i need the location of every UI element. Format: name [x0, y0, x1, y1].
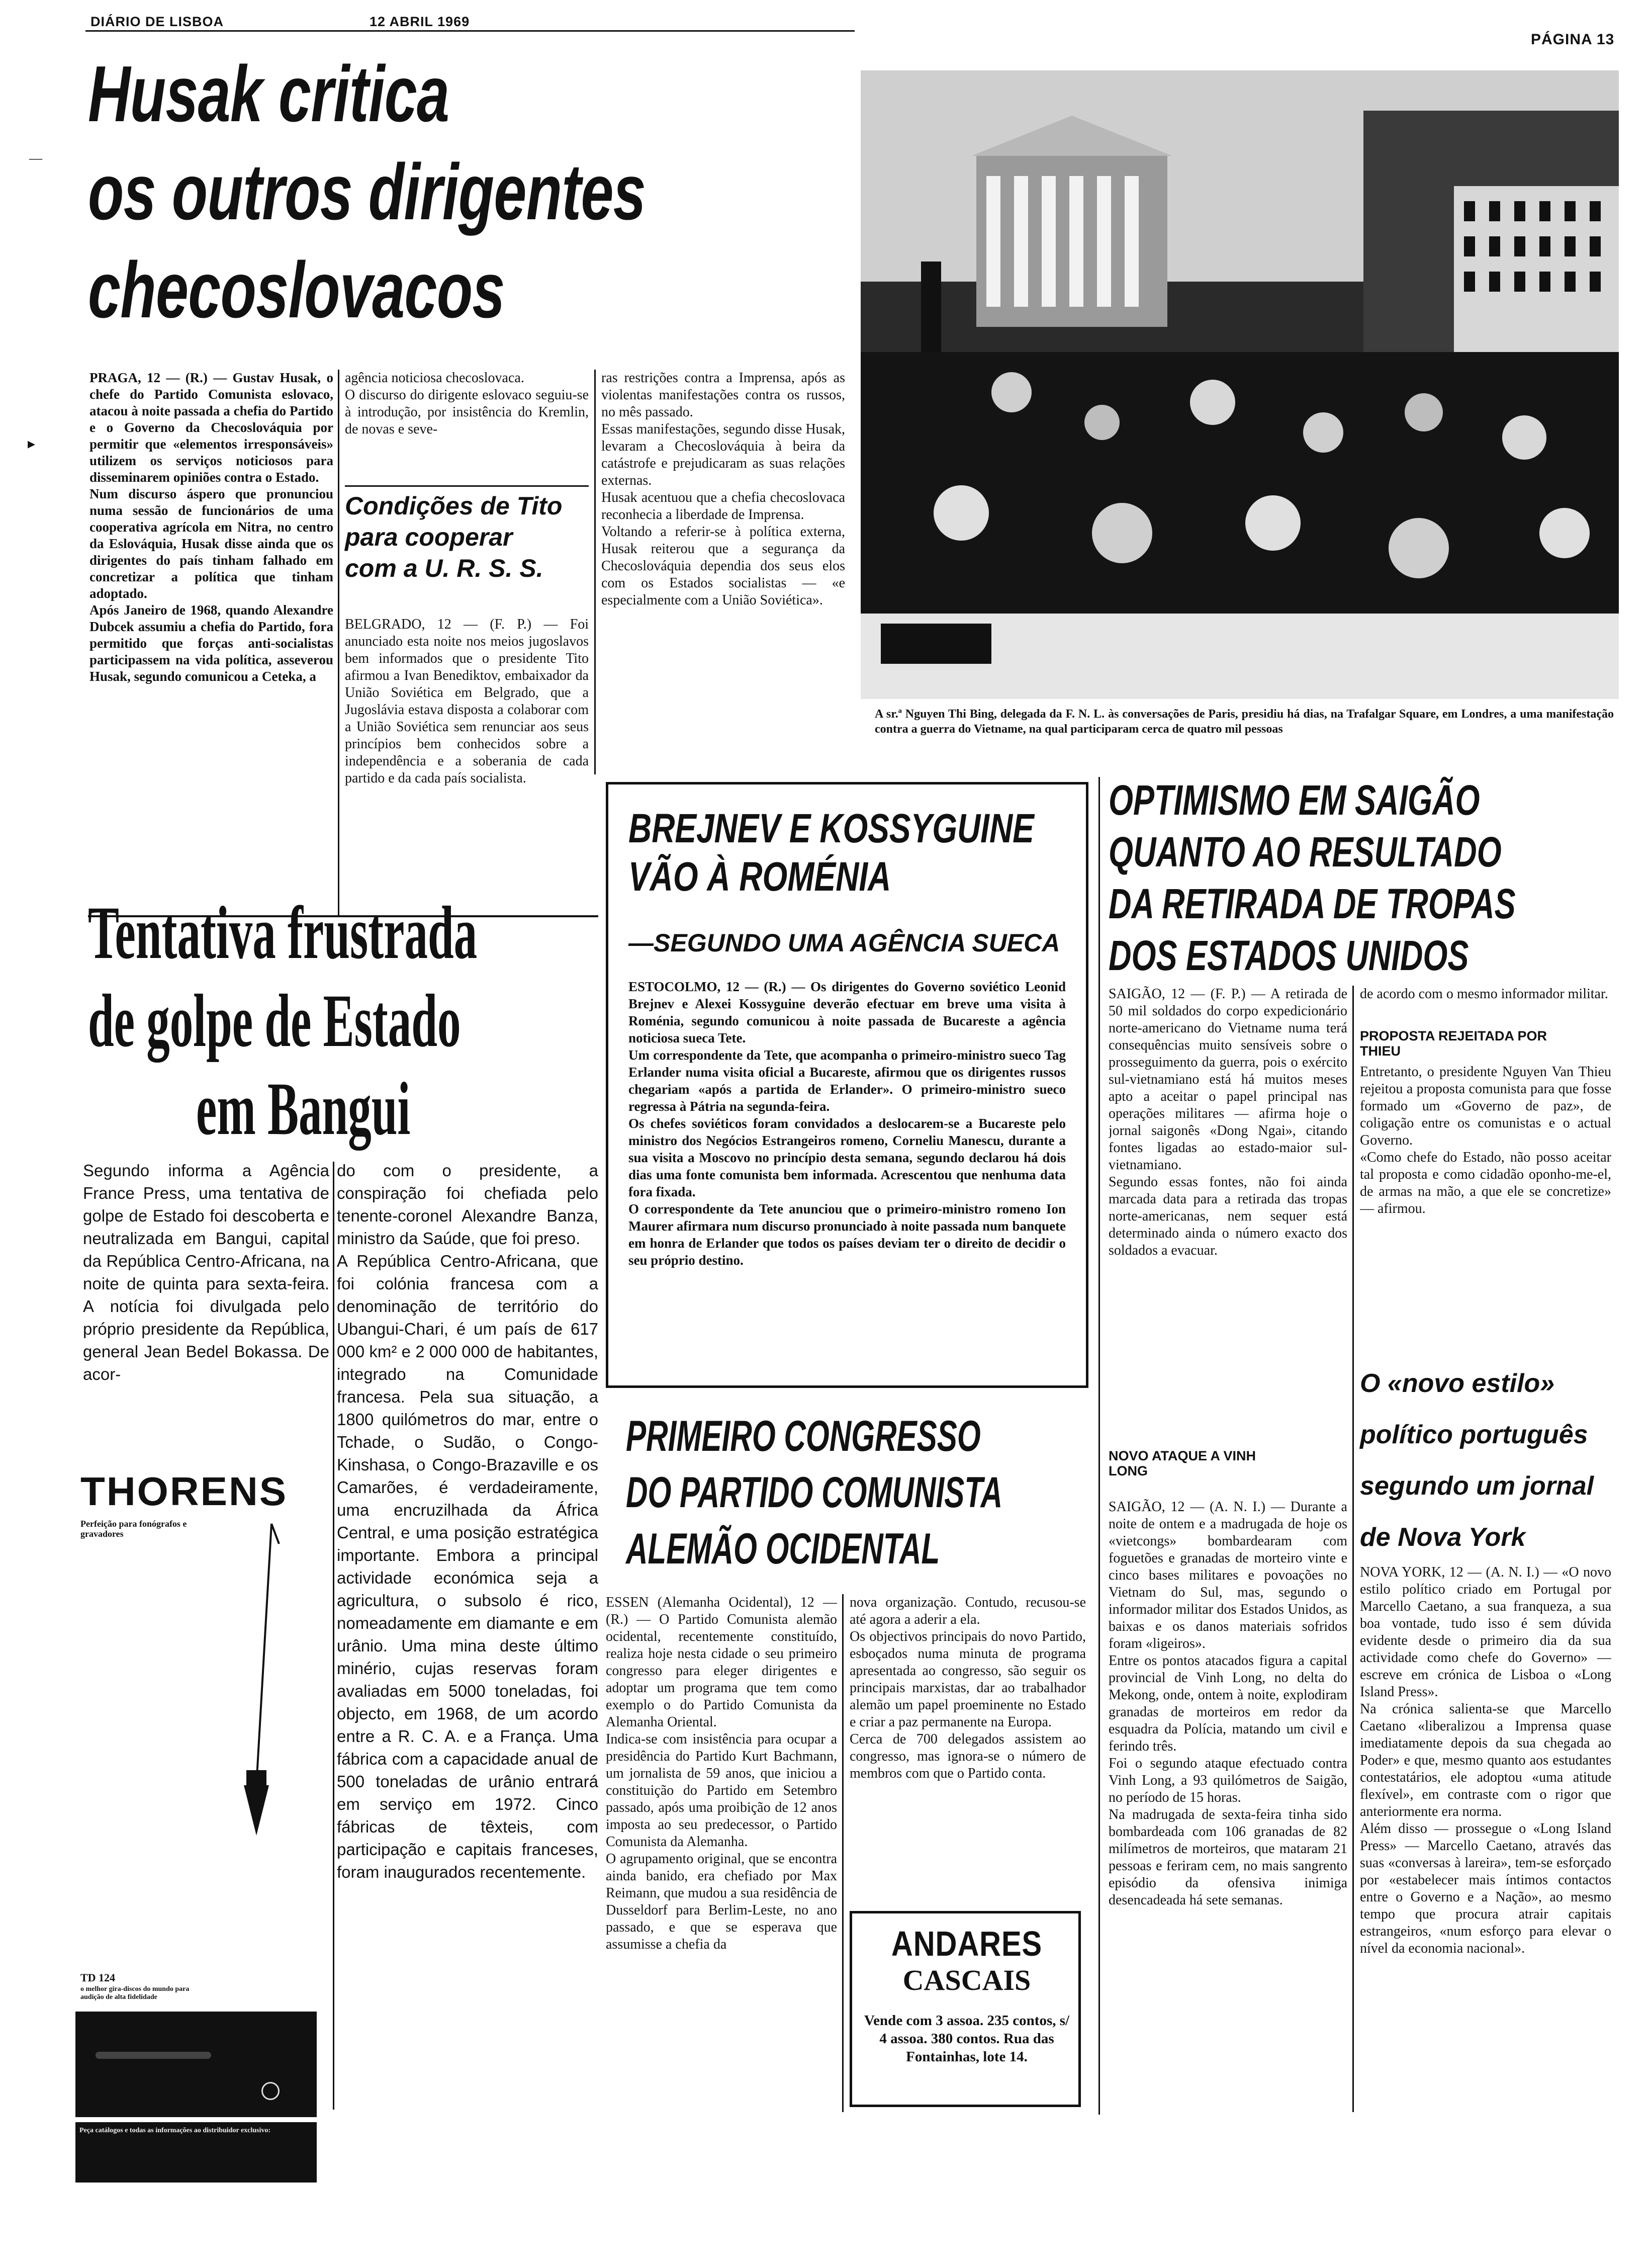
photo-caption — [875, 707, 1614, 737]
article-text: SAIGÃO, 12 — (A. N. I.) — Durante a noite de ontem e a madrugada de hoje os «vietcongs» bombardearam com foguetões e granadas de morteiro vinte e cinco bases militares e povoações no Vietnam do Sul, mas, segundo o informador militar dos Estados Unidos, as baixas e os danos materiais sofridos foram «ligeiros». Entre os pontos atacados figura a capital provincial de Vinh Long, no delta do Mekong, onde, ontem à noite, explodiram granadas de morteiros em redor da esquadra da Polícia, matando um civil e ferindo três. Foi o segundo ataque efectuado contra Vinh Long, a 93 quilómetros de Saigão, no período de 15 horas. Na madrugada de sexta-feira tinha sido bombardeada com 106 granadas de 82 milímetros de morteiros, que mataram 21 pessoas e feriram cem, no mais sangrento episódio da ofensiva inimiga desencadeada há sete semanas. — [1109, 1499, 1347, 1908]
saigao-column-1 — [1109, 986, 1347, 1451]
husak-column-2 — [345, 370, 589, 478]
thorens-tagline: Perfeição para fonógrafos e gravadores — [80, 1519, 187, 1539]
headline-line: Husak critica — [88, 50, 449, 138]
saigao-column-2 — [1360, 986, 1611, 1003]
page-number: PÁGINA 13 — [1531, 31, 1615, 48]
congresso-title-line: ALEMÃO OCIDENTAL — [626, 1525, 940, 1573]
husak-column-1 — [89, 370, 333, 913]
sub-heading-text: NOVO ATAQUE A VINH LONG — [1109, 1448, 1256, 1478]
thorens-model-text: o melhor gira-discos do mundo para audição de alta fidelidade — [80, 1985, 190, 2001]
saigao-title-line: QUANTO AO RESULTADO — [1109, 828, 1502, 876]
thorens-model: TD 124 — [80, 1971, 116, 1984]
tito-title-line: para cooperar — [345, 523, 513, 551]
bangui-column-1 — [83, 1159, 329, 1451]
article-text: nova organização. Contudo, recusou-se até agora a aderir a ela. Os objectivos principais do novo Partido, esboçados numa minuta de programa apresentada ao congresso, são seguir os principais marxistas, dar ao trabalhador alemão um papel proeminente no Estado e criar a paz permanente na Europa. Cerca de 700 delegados assistem ao congresso, mas ignora-se o número de membros com que o Partido conta. — [850, 1595, 1086, 1781]
estilo-body — [1360, 1564, 1611, 2115]
saigao-title-line: DA RETIRADA DE TROPAS — [1109, 880, 1516, 927]
article-text: de acordo com o mesmo informador militar. — [1360, 986, 1608, 1002]
brejnev-box — [606, 782, 1088, 1388]
brejnev-title-line: VÃO À ROMÉNIA — [628, 854, 891, 900]
headline-line: Tentativa frustrada — [88, 891, 478, 975]
congresso-column-1 — [606, 1594, 837, 2112]
saigao-title-line: DOS ESTADOS UNIDOS — [1109, 932, 1469, 979]
saigao-column-2b — [1360, 1064, 1611, 1350]
headline-line: checoslovacos — [88, 246, 505, 334]
caption-text: A sr.ª Nguyen Thi Bing, delegada da F. N. L. às conversações de Paris, presidiu há dias, na Trafalgar Square, em Londres, a uma manifestação contra a guerra do Vietname, na qual participaram cerca de quatro mil pessoas — [875, 708, 1614, 736]
thorens-footer: Peça catálogos e todas as informações ao distribuidor exclusivo: — [75, 2122, 317, 2183]
andares-subtitle: CASCAIS — [902, 1964, 1031, 1996]
article-text: Entretanto, o presidente Nguyen Van Thieu rejeitou a proposta comunista para que fosse formado um «Governo de paz», de coligação entre os comunistas e o actual Governo. «Como chefe do Estado, não posso aceitar tal proposta e como cidadão oponho-me-el, de armas na mão, a que ele se concretize» — afirmou. — [1360, 1064, 1611, 1216]
tito-title-line: com a U. R. S. S. — [345, 554, 543, 582]
congresso-title — [626, 1408, 1109, 1577]
brejnev-subtitle — [628, 928, 1071, 958]
turntable-photo — [75, 2012, 317, 2117]
congresso-title-line: DO PARTIDO COMUNISTA — [626, 1468, 1003, 1517]
tito-body — [345, 616, 589, 913]
article-text: ESTOCOLMO, 12 — (R.) — Os dirigentes do Governo soviético Leonid Brejnev e Alexei Kossyguine deverão efectuar em breve uma visita à Roménia, segundo comunicou à noite passada de Bucareste a agência noticiosa sueca Tete. Um correspondente da Tete, que acompanha o primeiro-ministro sueco Tag Erlander numa visita oficial a Bucareste, afirmou que os dirigentes russos chegariam «após a partida de Erlander». O primeiro-ministro sueco regressa à Pátria na segunda-feira. Os chefes soviéticos foram convidados a deslocarem-se a Bucareste pelo ministro dos Negócios Estrangeiros romeno, Corneliu Manescu, durante a sua visita a Moscovo no princípio desta semana, segundo declarou há dois dias uma fonte comunista bem informada. Acrescentou que nenhuma data fora fixada. O correspondente da Tete anunciou que o primeiro-ministro romeno Ion Maurer afirmara num discurso pronunciado à noite passada num banquete em honra de Erlander que todos os países deviam ter o direito de decidir o seu próprio destino. — [628, 979, 1066, 1268]
paper-name: DIÁRIO DE LISBOA — [90, 14, 224, 29]
andares-body: Vende com 3 assoa. 235 contos, s/ 4 assoa. 380 contos. Rua das Fontainhas, lote 14. — [864, 2013, 1070, 2065]
article-text: NOVA YORK, 12 — (A. N. I.) — «O novo estilo político criado em Portugal por Marcello Caetano, a sua franqueza, a sua boa vontade, tudo isso é sem dúvida evidente desde o primeiro dia da sua actividade como chefe do Governo» — escreve em crónica de Lisboa o «Long Island Press». Na crónica salienta-se que Marcello Caetano «liberalizou a Imprensa quase imediatamente depois da sua chegada ao Poder» e que, mesmo quanto aos estudantes contestatários, ele adoptou «uma atitude flexível», em contraste com o rigor que anteriormente era norma. Além disso — prossegue o «Long Island Press» — Marcello Caetano, através das suas «conversas à lareira», tem-se esforçado por «estabelecer mais íntimos contactos entre o Governo e a Nação», ao mesmo tempo que procura atrair capitais estrangeiros, «num esforço para elevar o nível da economia nacional». — [1360, 1564, 1611, 1956]
tito-title-line: Condições de Tito — [345, 492, 563, 520]
article-text: BELGRADO, 12 — (F. P.) — Foi anunciado esta noite nos meios jugoslavos bem informados que o presidente Tito afirmou a Ivan Benediktov, embaixador da União Soviética em Belgrado, que a Jugoslávia estava disposta a colaborar com a União Soviética sem renunciar aos seus princípios bem conhecidos sobre a independência e a soberania de cada partido e da cada país socialista. — [345, 617, 589, 786]
margin-mark: ▸ — [28, 435, 36, 452]
article-text: agência noticiosa checoslovaca. O discurso do dirigente eslovaco seguiu-se à introdução, por insistência do Kremlin, de novas e seve- — [345, 370, 589, 437]
article-text: Segundo informa a Agência France Press, uma tentativa de golpe de Estado foi descoberta e neutralizada em Bangui, capital da República Centro-Africana, na noite de quinta para sexta-feira. A notícia foi divulgada pelo próprio presidente da República, general Jean Bedel Bokassa. De acor- — [83, 1161, 329, 1383]
demonstration-photo — [861, 70, 1619, 699]
thorens-ad — [75, 1468, 327, 2134]
saigao-column-1b — [1109, 1499, 1347, 2112]
estilo-title-line: segundo um jornal — [1360, 1471, 1594, 1501]
andares-title — [861, 1924, 1072, 1997]
brejnev-body — [628, 978, 1066, 1380]
article-text: ras restrições contra a Imprensa, após as violentas manifestações contra os russos, no mês passado. Essas manifestações, segundo disse Husak, levaram a Checoslováquia à beira da catástrofe e prejudicaram as suas relações externas. Husak acentuou que a chefia checoslovaca reconhecia a liberdade de Imprensa. Voltando a referir-se à política externa, Husak reiterou que a segurança da Checoslováquia dependia dos seus elos com os Estados socialistas — «e especialmente com a União Soviética». — [601, 370, 845, 608]
headline-line: os outros dirigentes — [88, 148, 646, 236]
estilo-title-line: de Nova York — [1360, 1523, 1526, 1552]
saigao-title-line: OPTIMISMO EM SAIGÃO — [1109, 776, 1480, 824]
sub-heading-text: PROPOSTA REJEITADA POR THIEU — [1360, 1028, 1547, 1059]
saigao-title — [1109, 774, 1611, 982]
tonearm-icon — [196, 1514, 307, 1841]
congresso-title-line: PRIMEIRO CONGRESSO — [626, 1412, 981, 1460]
article-text: PRAGA, 12 — (R.) — Gustav Husak, o chefe do Partido Comunista eslovaco, atacou à noite passada a chefia do Partido e o Governo da Checoslováquia por permitir que «elementos irresponsáveis» utilizem os serviços noticiosos para disseminarem opiniões contra o Estado. Num discurso áspero que pronunciou numa sessão de funcionários de uma cooperativa agrícola em Nitra, no centro da Eslováquia, Husak disse ainda que os dirigentes do país tinham falhado em concretizar a política que tinham adoptado. Após Janeiro de 1968, quando Alexandre Dubcek assumiu a chefia do Partido, fora permitido que forças anti-socialistas participassem na vida política, asseverou Husak, segundo comunicou a Ceteka, a — [89, 370, 333, 684]
bangui-headline — [88, 893, 598, 1154]
issue-date: 12 ABRIL 1969 — [370, 14, 470, 29]
estilo-title — [1360, 1358, 1611, 1563]
article-text: ESSEN (Alemanha Ocidental), 12 — (R.) — O Partido Comunista alemão ocidental, recentemente constituído, realiza hoje nesta cidade o seu primeiro congresso para eleger dirigentes e adoptar um programa que tem como exemplo o do Partido Comunista da Alemanha Oriental. Indica-se com insistência para ocupar a presidência do Partido Kurt Bachmann, um jornalista de 59 anos, que iniciou a constituição do Partido em Setembro passado, após uma proibição de 12 anos imposta ao seu predecessor, o Partido Comunista da Alemanha. O agrupamento original, que se encontra ainda banido, era chefiado por Max Reimann, que mudou a sua residência de Dusseldorf para Berlim-Leste, no ano passado, e que se esperava que assumisse a chefia da — [606, 1595, 837, 1952]
headline-line: de golpe de Estado — [88, 979, 461, 1063]
andares-ad — [850, 1911, 1081, 2107]
andares-title-text: ANDARES — [891, 1924, 1043, 1963]
thorens-logo: THORENS — [80, 1469, 288, 1514]
congresso-column-2 — [850, 1594, 1086, 1886]
brejnev-subtitle-text: —SEGUNDO UMA AGÊNCIA SUECA — [628, 929, 1060, 957]
estilo-title-line: político português — [1360, 1420, 1588, 1449]
tito-title — [345, 490, 589, 584]
article-text: SAIGÃO, 12 — (F. P.) — A retirada de 50 mil soldados do corpo expedicionário norte-americano do Vietname numa terá consequências muito sensíveis sobre o prosseguimento da guerra, pois o exército sul-vietnamiano está há muitos meses apto a aceitar o papel principal nas operações militares — afirma hoje o jornal saigonês «Dong Ngai», citando fontes ligadas ao estado-maior sul-vietnamiano. Segundo essas fontes, não foi ainda marcada data para a retirada das tropas norte-americanas, nem sequer está determinado ainda o número exacto dos soldados a evacuar. — [1109, 986, 1347, 1258]
brejnev-title — [628, 805, 1071, 901]
estilo-title-line: O «novo estilo» — [1360, 1369, 1555, 1398]
brejnev-title-line: BREJNEV E KOSSYGUINE — [628, 806, 1034, 851]
margin-mark: — — [29, 151, 42, 165]
husak-headline — [88, 45, 872, 334]
proposta-heading — [1360, 1028, 1561, 1059]
headline-line: em Bangui — [196, 1067, 411, 1151]
husak-column-3 — [601, 370, 845, 767]
vinh-long-heading — [1109, 1448, 1259, 1478]
article-text: do com o presidente, a conspiração foi chefiada pelo tenente-coronel Alexandre Banza, ministro da Saúde, que foi preso. A República Centro-Africana, que foi colónia francesa com a denominação de território do Ubangui-Chari, é um país de 617 000 km² e 2 000 000 de habitantes, integrado na Comunidade francesa. Pela sua situação, a 1800 quilómetros do mar, entre o Tchade, o Sudão, o Congo-Kinshasa, o Congo-Brazaville e os Camarões, é verdadeiramente, uma encruzilhada da África Central, e uma posição estratégica importante. Embora a principal actividade económica seja a agricultura, o subsolo é rico, nomeadamente em diamante e em urânio. Uma mina deste último minério, cujas reservas foram avaliadas em 5000 toneladas, foi objecto, em 1968, de um acordo entre a R. C. A. e a França. Uma fábrica com a capacidade anual de 500 toneladas de urânio entrará em serviço em 1972. Cinco fábricas de têxteis, com participação e capitais franceses, foram inaugurados recentemente. — [337, 1161, 598, 1881]
bangui-column-2 — [337, 1159, 598, 2110]
